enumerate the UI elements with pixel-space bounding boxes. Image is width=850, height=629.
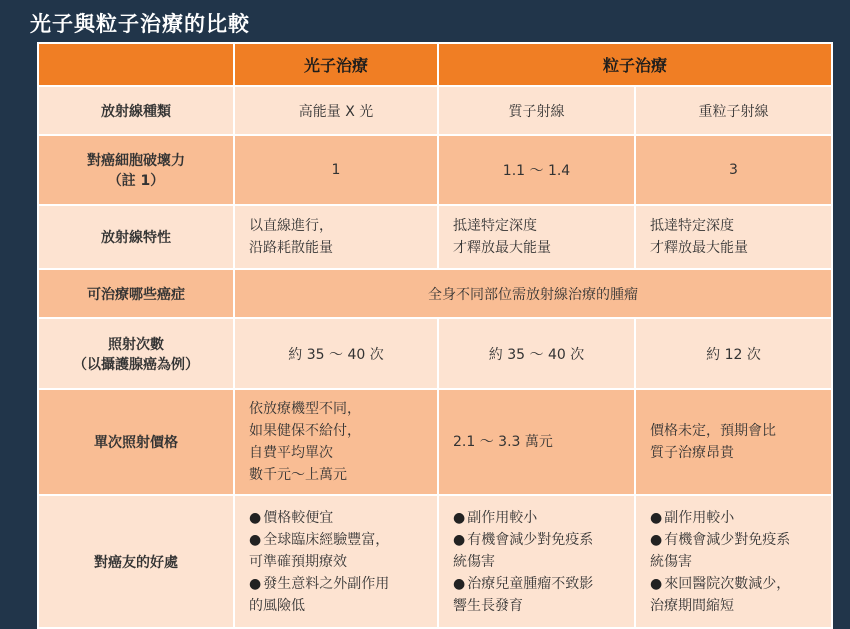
page-title: 光子與粒子治療的比較	[30, 12, 250, 36]
cell-photon	[234, 495, 438, 628]
header-corner	[38, 43, 234, 86]
cell-heavy-ion	[635, 495, 832, 628]
cell-photon: 1	[234, 135, 438, 205]
cell-proton: 2.1 ～ 3.3 萬元	[438, 389, 635, 495]
bullet-continuation: 的風險低	[249, 597, 305, 614]
cell-heavy-ion: 3	[635, 135, 832, 205]
cell-heavy-ion: 約 12 次	[635, 318, 832, 389]
comparison-table	[37, 42, 831, 629]
bullet-item: ● 有機會減少對免疫系	[453, 529, 620, 551]
bullet-item: ● 副作用較小	[650, 507, 817, 529]
cell-photon	[234, 389, 438, 495]
header-row	[38, 43, 832, 86]
row-sessions	[38, 318, 832, 389]
row-label: 放射線特性	[38, 205, 234, 269]
cell-line: 沿路耗散能量	[249, 240, 333, 256]
header-photon: 光子治療	[234, 43, 438, 86]
cell-proton	[438, 495, 635, 628]
row-label-note: （註 1）	[107, 173, 165, 189]
bullet-item: ● 價格較便宜	[249, 507, 423, 529]
cell-line: 如果健保不給付，	[249, 423, 361, 439]
row-label	[38, 318, 234, 389]
cell-proton: 約 35 ～ 40 次	[438, 318, 635, 389]
row-destructive-power	[38, 135, 832, 205]
cell-line: 質子治療昂貴	[650, 445, 734, 461]
row-characteristics	[38, 205, 832, 269]
cell-all: 全身不同部位需放射線治療的腫瘤	[234, 269, 832, 318]
cell-line: 自費平均單次	[249, 445, 333, 461]
bullet-item: ● 治療兒童腫瘤不致影	[453, 573, 620, 595]
bullet-item: ● 來回醫院次數減少，	[650, 573, 817, 595]
row-label-line: 照射次數	[108, 336, 164, 353]
cell-heavy-ion	[635, 205, 832, 269]
cell-proton	[438, 205, 635, 269]
row-label: 對癌友的好處	[38, 495, 234, 628]
bullet-continuation: 響生長發育	[453, 597, 523, 614]
row-radiation-type	[38, 86, 832, 135]
row-treatable-cancers	[38, 269, 832, 318]
bullet-continuation: 統傷害	[453, 553, 495, 570]
row-benefits	[38, 495, 832, 628]
cell-photon: 約 35 ～ 40 次	[234, 318, 438, 389]
row-label: 放射線種類	[38, 86, 234, 135]
cell-photon: 高能量 X 光	[234, 86, 438, 135]
bullet-item: ● 有機會減少對免疫系	[650, 529, 817, 551]
bullet-continuation: 治療期間縮短	[650, 597, 734, 614]
header-particle: 粒子治療	[438, 43, 832, 86]
cell-line: 數千元～上萬元	[249, 467, 347, 483]
cell-line: 以直線進行，	[249, 218, 333, 234]
row-label-note: （以攝護腺癌為例）	[73, 356, 199, 373]
cell-line: 抵達特定深度	[650, 218, 734, 234]
bullet-item: ● 副作用較小	[453, 507, 620, 529]
cell-line: 才釋放最大能量	[650, 240, 748, 256]
row-label: 可治療哪些癌症	[38, 269, 234, 318]
row-label: 單次照射價格	[38, 389, 234, 495]
row-label	[38, 135, 234, 205]
cell-photon	[234, 205, 438, 269]
bullet-item: ● 全球臨床經驗豐富，	[249, 529, 423, 551]
cell-heavy-ion	[635, 389, 832, 495]
bullet-item: ● 發生意料之外副作用	[249, 573, 423, 595]
cell-heavy-ion: 重粒子射線	[635, 86, 832, 135]
cell-line: 依放療機型不同，	[249, 401, 361, 417]
cell-line: 價格未定，預期會比	[650, 423, 776, 439]
row-label-line: 對癌細胞破壞力	[87, 153, 185, 169]
bullet-continuation: 可準確預期療效	[249, 553, 347, 570]
cell-proton: 質子射線	[438, 86, 635, 135]
cell-proton: 1.1 ～ 1.4	[438, 135, 635, 205]
bullet-continuation: 統傷害	[650, 553, 692, 570]
cell-line: 才釋放最大能量	[453, 240, 551, 256]
cell-line: 抵達特定深度	[453, 218, 537, 234]
row-price	[38, 389, 832, 495]
